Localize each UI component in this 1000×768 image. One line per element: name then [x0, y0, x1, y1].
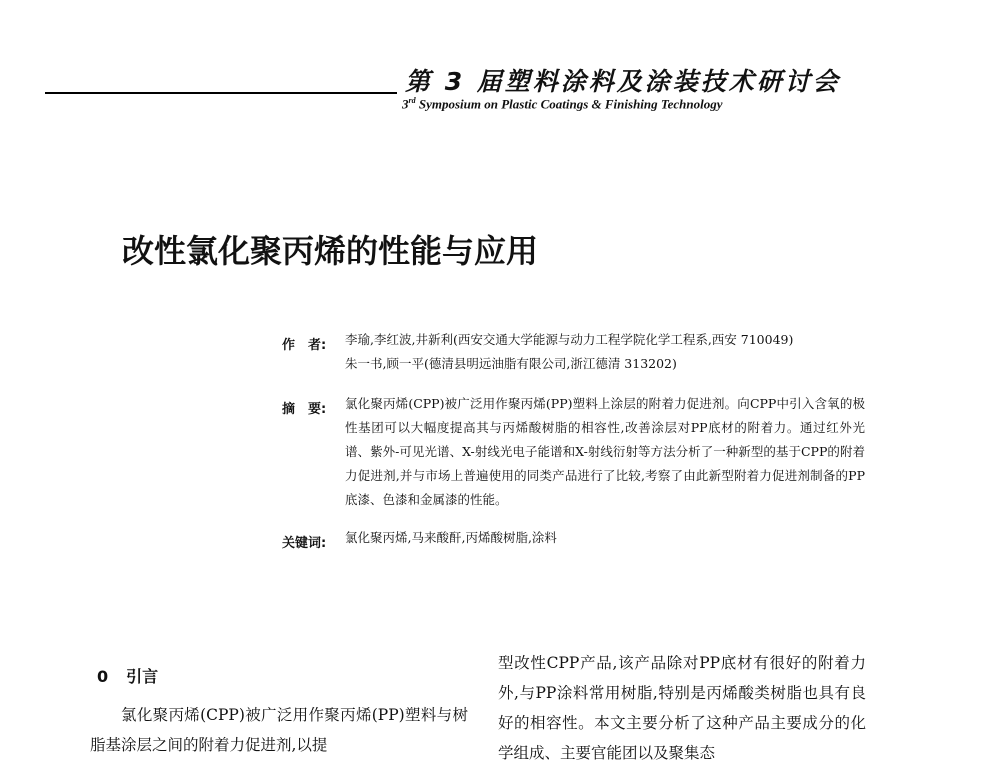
symposium-title-en	[402, 96, 832, 112]
keywords-label: 关键词:	[282, 536, 327, 551]
authors-label: 作 者:	[282, 338, 327, 353]
symposium-ordinal-suffix: rd	[408, 96, 416, 105]
section-title: 引言	[126, 667, 159, 686]
authors-block	[345, 328, 865, 376]
section-heading	[97, 664, 158, 687]
symposium-name-en: Symposium on Plastic Coatings & Finishing Technology	[415, 96, 723, 112]
body-paragraph: 氯化聚丙烯(CPP)被广泛用作聚丙烯(PP)塑料与树脂基涂层之间的附着力促进剂,以提	[90, 706, 468, 754]
abstract-text: 氯化聚丙烯(CPP)被广泛用作聚丙烯(PP)塑料上涂层的附着力促进剂。向CPP中引入含氧的极性基团可以大幅度提高其与丙烯酸树脂的相容性,改善涂层对PP底材的附着力。通过红外光谱、紫外-可见光谱、X-射线光电子能谱和X-射线衍射等方法分析了一种新型的基于CPP的附着力促进剂,并与市场上普遍使用的同类产品进行了比较,考察了由此新型附着力促进剂制备的PP底漆、色漆和金属漆的性能。	[345, 396, 865, 507]
symposium-title-cn: 第 3 届塑料涂料及涂装技术研讨会	[405, 67, 841, 96]
body-paragraph: 型改性CPP产品,该产品除对PP底材有很好的附着力外,与PP涂料常用树脂,特别是丙烯酸类树脂也具有良好的相容性。本文主要分析了这种产品主要成分的化学组成、主要官能团以及聚集态	[498, 654, 866, 762]
section-number: 0	[97, 667, 109, 686]
body-column-left	[90, 700, 468, 760]
symposium-ordinal: 3	[402, 96, 409, 112]
paper-title: 改性氯化聚丙烯的性能与应用	[122, 232, 539, 270]
header-rule	[45, 92, 397, 94]
abstract-label: 摘 要:	[282, 402, 327, 417]
keywords-text: 氯化聚丙烯,马来酸酐,丙烯酸树脂,涂料	[345, 530, 557, 545]
author-line: 朱一书,顾一平(德清县明远油脂有限公司,浙江德清 313202)	[345, 356, 677, 371]
author-line: 李瑜,李红波,井新利(西安交通大学能源与动力工程学院化学工程系,西安 710049)	[345, 332, 794, 347]
body-column-right	[498, 648, 866, 768]
